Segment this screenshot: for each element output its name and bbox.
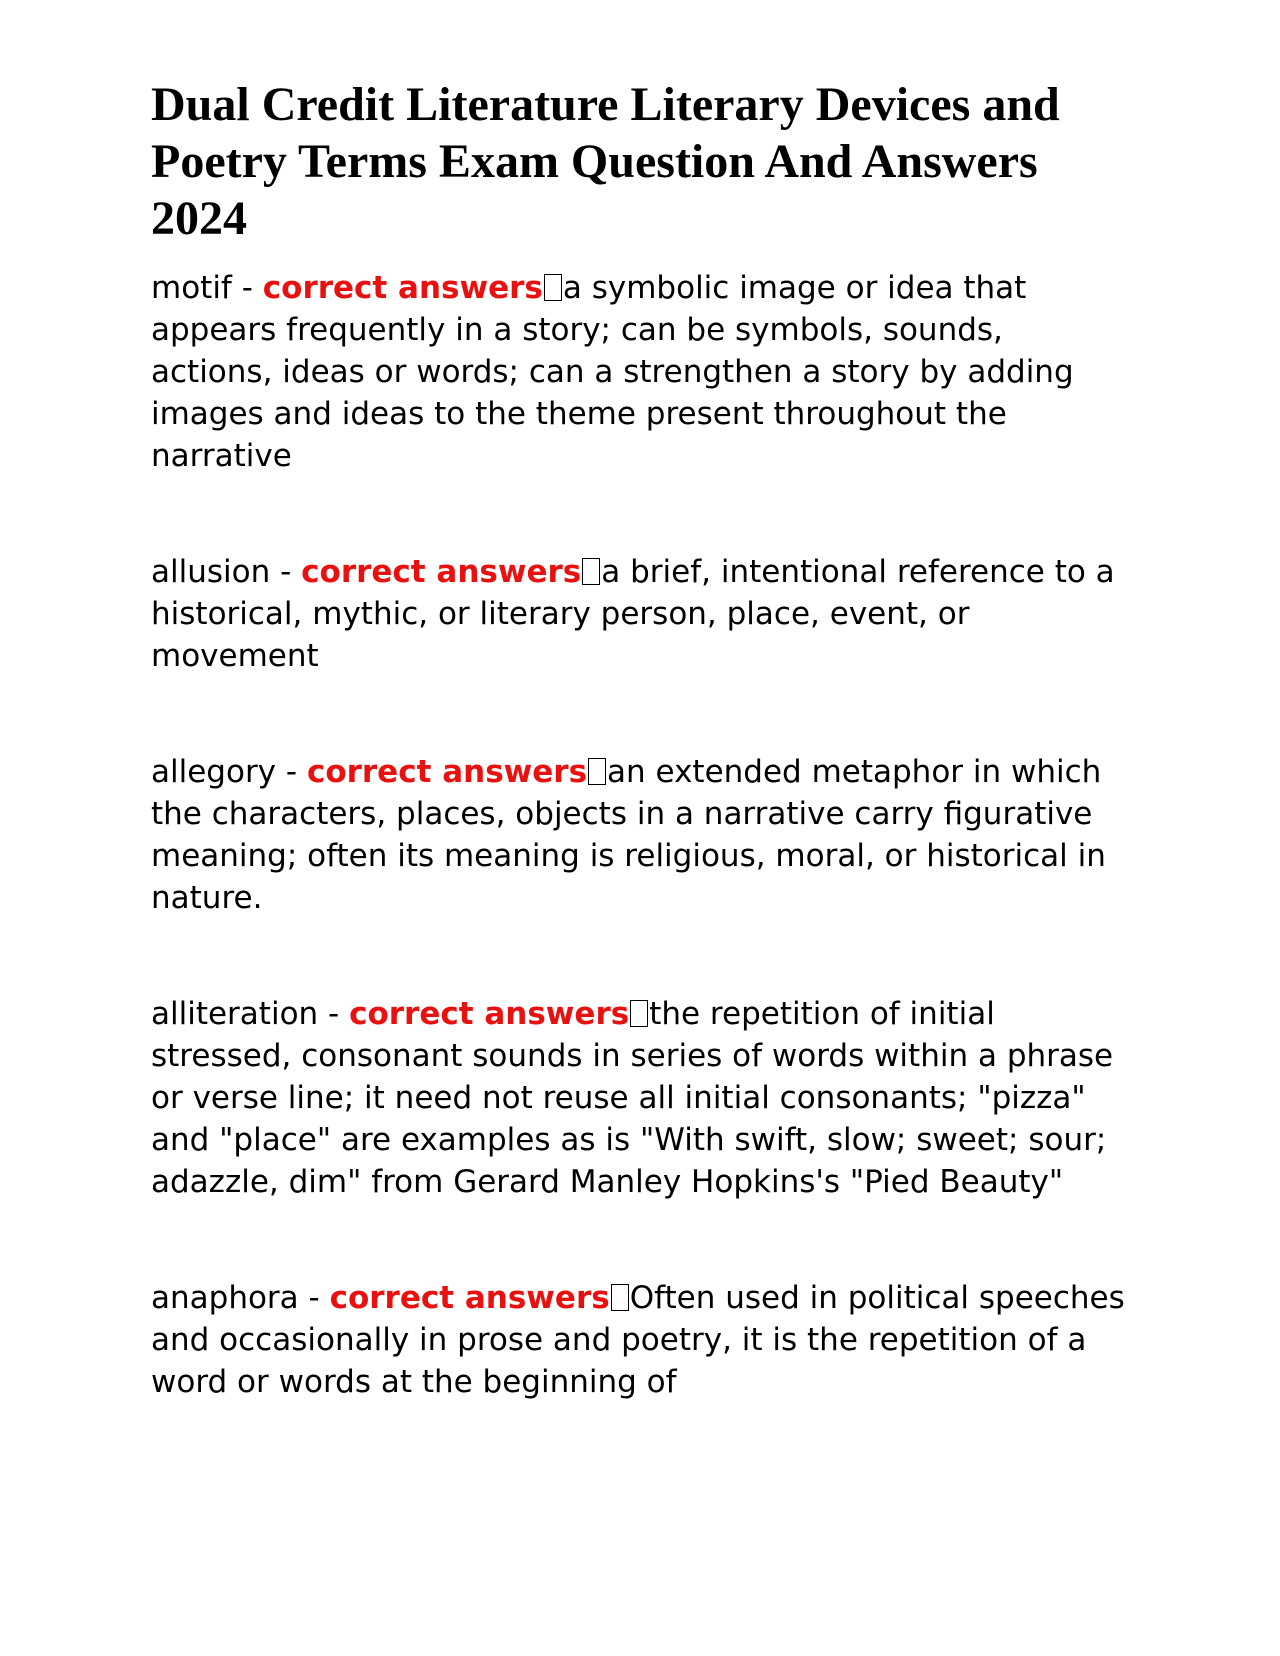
term: anaphora xyxy=(151,1280,299,1316)
term-separator: - xyxy=(298,1280,330,1316)
entry-motif xyxy=(151,267,1131,477)
entry-allegory xyxy=(151,751,1131,919)
definition: an extended metaphor in which the characters, places, objects in a narrative carry figurative meaning; often its meaning is religious, moral, or historical in nature. xyxy=(151,754,1106,916)
term: allusion xyxy=(151,554,271,590)
definition: a brief, intentional reference to a historical, mythic, or literary person, place, event, or movement xyxy=(151,554,1115,674)
missing-glyph-icon xyxy=(544,274,562,301)
document-title: Dual Credit Literature Literary Devices and Poetry Terms Exam Question And Answers 2024 xyxy=(151,78,1060,245)
term: alliteration xyxy=(151,996,319,1032)
definition: a symbolic image or idea that appears frequently in a story; can be symbols, sounds, actions, ideas or words; can a strengthen a story by adding images and ideas to the theme present throughout the narrative xyxy=(151,270,1074,474)
entry-allusion xyxy=(151,551,1131,677)
term-separator: - xyxy=(231,270,263,306)
term: motif xyxy=(151,270,232,306)
missing-glyph-icon xyxy=(630,1000,648,1027)
term-separator: - xyxy=(276,754,307,790)
entry-alliteration xyxy=(151,993,1131,1203)
term-separator: - xyxy=(270,554,302,590)
missing-glyph-icon xyxy=(611,1284,629,1311)
definition: Often used in political speeches and occasionally in prose and poetry, it is the repetition of a word or words at the beginning of xyxy=(151,1280,1125,1400)
answer-label: correct answers xyxy=(306,754,588,790)
answer-label: correct answers xyxy=(349,996,630,1032)
entry-anaphora xyxy=(151,1277,1131,1403)
document-page xyxy=(151,76,1131,1403)
answer-label: correct answers xyxy=(301,554,582,590)
definition: the repetition of initial stressed, consonant sounds in series of words within a phrase or verse line; it need not reuse all initial consonants; "pizza" and "place" are examples as is "With swift, slow; sweet; sour; adazzle, dim" from Gerard Manley Hopkins's "Pied Beauty" xyxy=(151,996,1114,1200)
missing-glyph-icon xyxy=(582,558,600,585)
term: allegory xyxy=(151,754,277,790)
term-separator: - xyxy=(318,996,350,1032)
answer-label: correct answers xyxy=(262,270,543,306)
answer-label: correct answers xyxy=(329,1280,610,1316)
missing-glyph-icon xyxy=(588,758,606,785)
